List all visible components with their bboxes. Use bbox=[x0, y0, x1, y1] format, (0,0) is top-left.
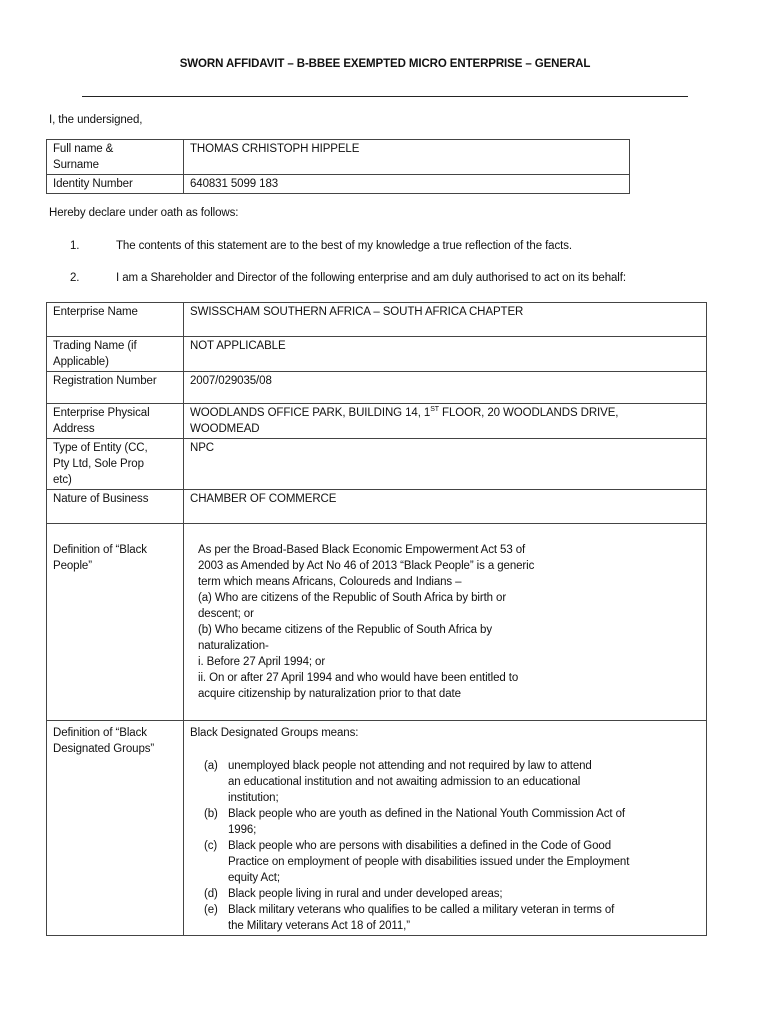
table-row bbox=[47, 303, 707, 337]
trading-name-value: NOT APPLICABLE bbox=[184, 337, 707, 372]
identity-number-label: Identity Number bbox=[47, 175, 184, 194]
item-number: 1. bbox=[70, 240, 80, 252]
table-row bbox=[47, 721, 707, 936]
black-people-label: Definition of “Black People” bbox=[47, 524, 184, 721]
declare-text: Hereby declare under oath as follows: bbox=[49, 207, 239, 219]
table-row bbox=[47, 372, 707, 404]
entity-type-value: NPC bbox=[184, 439, 707, 490]
full-name-label: Full name & Surname bbox=[47, 140, 184, 175]
enterprise-name-label: Enterprise Name bbox=[47, 303, 184, 337]
title-divider bbox=[82, 96, 688, 97]
registration-number-label: Registration Number bbox=[47, 372, 184, 404]
item-number: 2. bbox=[70, 272, 80, 284]
identity-number-value: 640831 5099 183 bbox=[184, 175, 630, 194]
list-item: (a) unemployed black people not attending and not required by law to attend an educational institution and not awaiting admission to an educational institution; bbox=[204, 760, 592, 804]
entity-type-label: Type of Entity (CC, Pty Ltd, Sole Prop etc) bbox=[47, 439, 184, 490]
table-row bbox=[47, 140, 630, 175]
item-text: The contents of this statement are to the best of my knowledge a true reflection of the facts. bbox=[116, 240, 572, 252]
enterprise-table bbox=[46, 302, 707, 936]
table-row bbox=[47, 175, 630, 194]
physical-address-label: Enterprise Physical Address bbox=[47, 404, 184, 439]
document-title: SWORN AFFIDAVIT – B-BBEE EXEMPTED MICRO ENTERPRISE – GENERAL bbox=[179, 58, 591, 70]
list-item: (e) Black military veterans who qualifies to be called a military veteran in terms of the Military veterans Act 18 of 2011,” bbox=[204, 904, 615, 932]
item-text: I am a Shareholder and Director of the following enterprise and am duly authorised to act on its behalf: bbox=[116, 272, 626, 284]
list-item: (d) Black people living in rural and under developed areas; bbox=[204, 888, 503, 900]
designated-groups-definition: Black Designated Groups means: (a) unemployed black people not attending and not required by law to attend an educational institution and not awaiting admission to an educational institution; (b) Black people who are youth as defined in the National Youth Commission Act of 1996; (c) Black people who are persons with disabilities a defined in the Code of Good Practice on employment of people with disabilities issued under the Employment equity Act; (d) Black people living in rural and under developed areas; (e) Black military veterans who qualifies to be called a military veteran in terms of the Military veterans Act 18 of 2011,” bbox=[184, 721, 707, 936]
enterprise-name-value: SWISSCHAM SOUTHERN AFRICA – SOUTH AFRICA CHAPTER bbox=[184, 303, 707, 337]
nature-of-business-value: CHAMBER OF COMMERCE bbox=[184, 490, 707, 524]
designated-groups-label: Definition of “Black Designated Groups” bbox=[47, 721, 184, 936]
designated-groups-list bbox=[190, 758, 700, 934]
list-item: (c) Black people who are persons with disabilities a defined in the Code of Good Practice on employment of people with disabilities issued under the Employment equity Act; bbox=[204, 840, 630, 884]
full-name-value: THOMAS CRHISTOPH HIPPELE bbox=[184, 140, 630, 175]
intro-text: I, the undersigned, bbox=[49, 114, 143, 126]
table-row bbox=[47, 524, 707, 721]
table-row bbox=[47, 490, 707, 524]
registration-number-value: 2007/029035/08 bbox=[184, 372, 707, 404]
deponent-table bbox=[46, 139, 630, 194]
trading-name-label: Trading Name (if Applicable) bbox=[47, 337, 184, 372]
physical-address-value: WOODLANDS OFFICE PARK, BUILDING 14, 1ST FLOOR, 20 WOODLANDS DRIVE, WOODMEAD bbox=[184, 404, 707, 439]
nature-of-business-label: Nature of Business bbox=[47, 490, 184, 524]
table-row bbox=[47, 337, 707, 372]
list-item: (b) Black people who are youth as defined in the National Youth Commission Act of 1996; bbox=[204, 808, 625, 836]
table-row bbox=[47, 439, 707, 490]
table-row bbox=[47, 404, 707, 439]
black-people-definition: As per the Broad-Based Black Economic Empowerment Act 53 of 2003 as Amended by Act No 46 of 2013 “Black People” is a generic term which means Africans, Coloureds and Indians – (a) Who are citizens of the Republic of South Africa by birth or descent; or (b) Who became citizens of the Republic of South Africa by naturalization- i. Before 27 April 1994; or ii. On or after 27 April 1994 and who would have been entitled to acquire citizenship by naturalization prior to that date bbox=[184, 524, 707, 721]
